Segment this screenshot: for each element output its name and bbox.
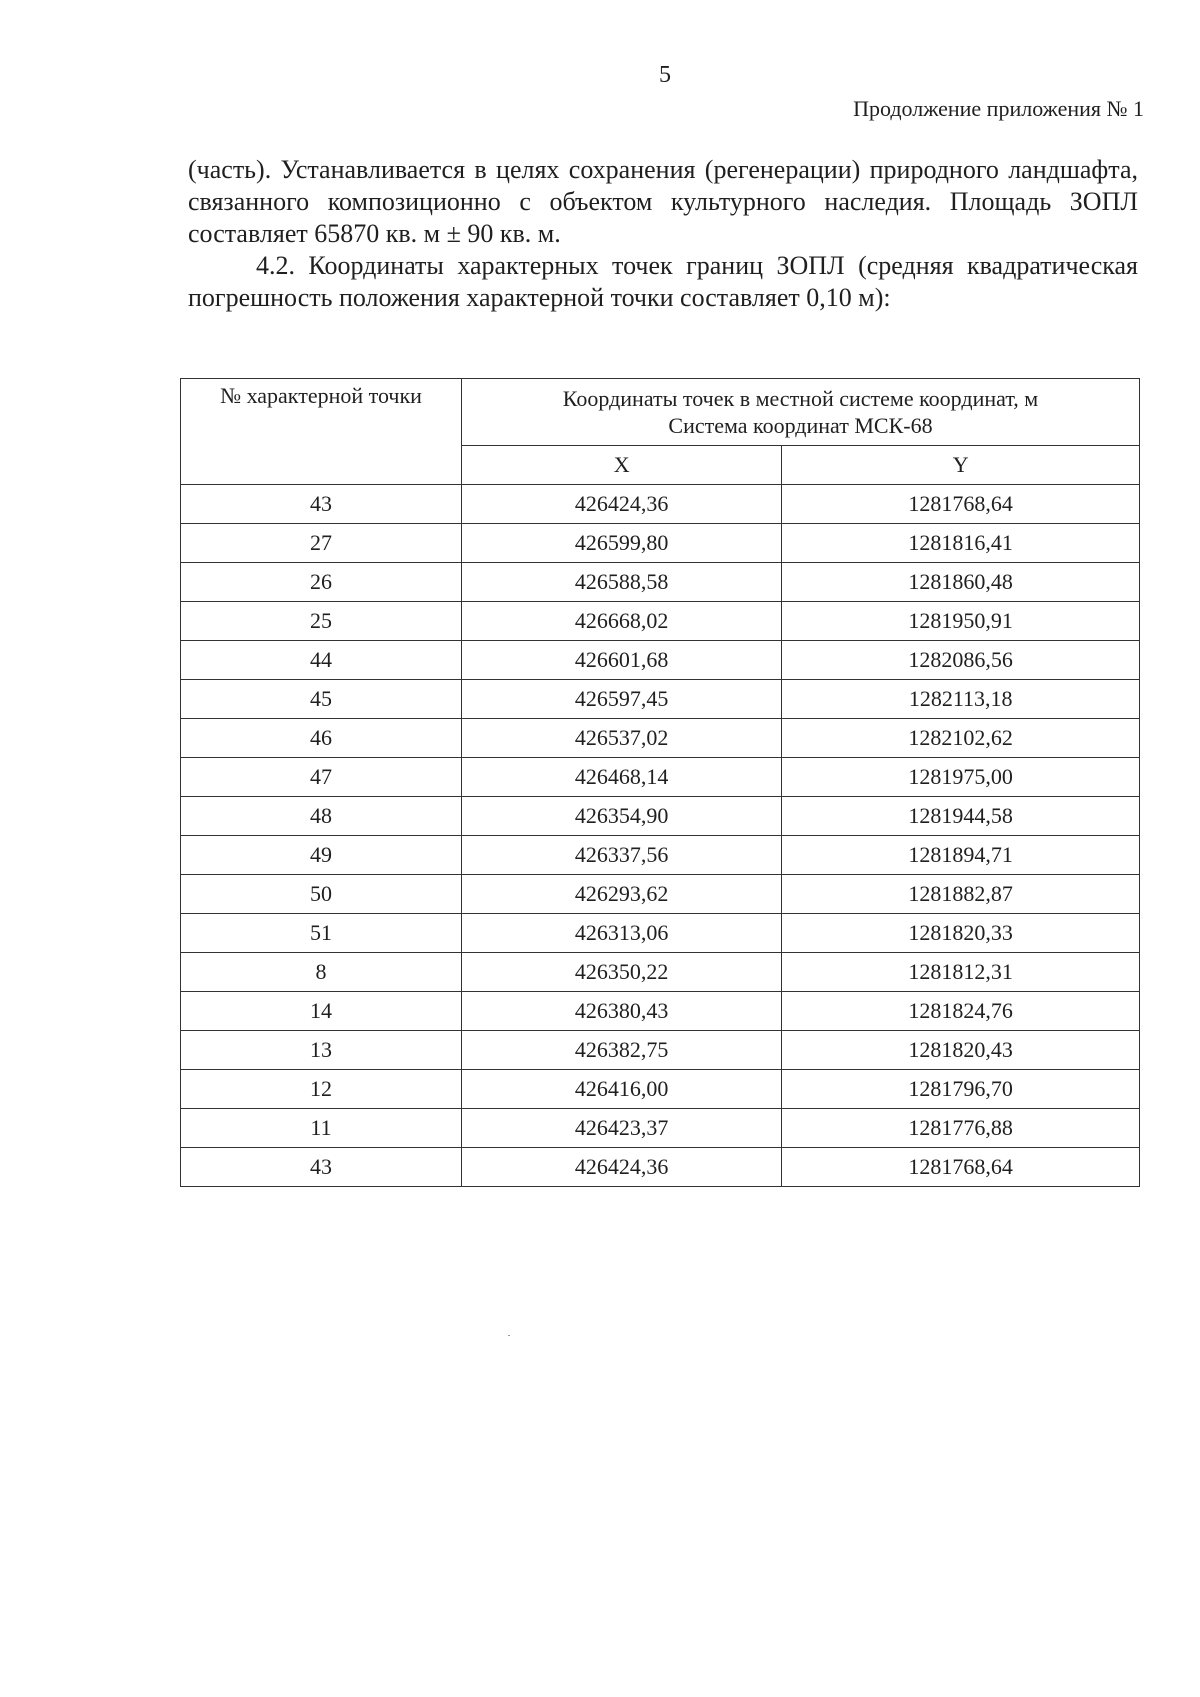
cell-point: 25 (181, 602, 462, 641)
paragraph-zone-description: (часть). Устанавливается в целях сохранения (регенерации) природного ландшафта, связанного композиционно с объектом культурного наследия. Площадь ЗОПЛ составляет 65870 кв. м ± 90 кв. м. (188, 155, 1138, 248)
table-body (181, 485, 1140, 1187)
cell-x: 426293,62 (462, 875, 782, 914)
table-row (181, 1031, 1140, 1070)
table-row (181, 602, 1140, 641)
cell-x: 426668,02 (462, 602, 782, 641)
cell-point: 44 (181, 641, 462, 680)
cell-x: 426588,58 (462, 563, 782, 602)
scan-speck (508, 1335, 510, 1336)
cell-point: 11 (181, 1109, 462, 1148)
header-coordinates-line1: Координаты точек в местной системе координат, м (562, 386, 1039, 411)
cell-point: 13 (181, 1031, 462, 1070)
cell-y: 1281882,87 (782, 875, 1140, 914)
table-row (181, 1109, 1140, 1148)
header-x: X (462, 446, 782, 485)
cell-x: 426537,02 (462, 719, 782, 758)
cell-point: 43 (181, 485, 462, 524)
table-row (181, 836, 1140, 875)
cell-x: 426423,37 (462, 1109, 782, 1148)
cell-point: 8 (181, 953, 462, 992)
cell-x: 426337,56 (462, 836, 782, 875)
cell-y: 1281812,31 (782, 953, 1140, 992)
cell-point: 45 (181, 680, 462, 719)
cell-x: 426468,14 (462, 758, 782, 797)
cell-y: 1282086,56 (782, 641, 1140, 680)
header-point-number: № характерной точки (181, 379, 462, 485)
cell-x: 426424,36 (462, 1148, 782, 1187)
cell-x: 426597,45 (462, 680, 782, 719)
cell-x: 426416,00 (462, 1070, 782, 1109)
table-row (181, 641, 1140, 680)
table-row (181, 875, 1140, 914)
table-row (181, 563, 1140, 602)
cell-y: 1281820,43 (782, 1031, 1140, 1070)
header-y: Y (782, 446, 1140, 485)
paragraph-coordinates-intro (188, 250, 1138, 314)
cell-point: 43 (181, 1148, 462, 1187)
table-row (181, 485, 1140, 524)
cell-x: 426350,22 (462, 953, 782, 992)
table-row (181, 1070, 1140, 1109)
cell-x: 426354,90 (462, 797, 782, 836)
cell-y: 1281860,48 (782, 563, 1140, 602)
cell-x: 426601,68 (462, 641, 782, 680)
table-row (181, 953, 1140, 992)
header-coordinates (462, 379, 1140, 446)
table-row (181, 797, 1140, 836)
cell-x: 426380,43 (462, 992, 782, 1031)
cell-point: 47 (181, 758, 462, 797)
cell-point: 48 (181, 797, 462, 836)
cell-point: 26 (181, 563, 462, 602)
cell-point: 46 (181, 719, 462, 758)
table-row (181, 719, 1140, 758)
table-row (181, 914, 1140, 953)
header-coordinates-line2: Система координат МСК-68 (668, 413, 933, 438)
table-row (181, 1148, 1140, 1187)
cell-point: 51 (181, 914, 462, 953)
cell-x: 426313,06 (462, 914, 782, 953)
cell-point: 12 (181, 1070, 462, 1109)
cell-y: 1281768,64 (782, 1148, 1140, 1187)
cell-point: 14 (181, 992, 462, 1031)
cell-y: 1282113,18 (782, 680, 1140, 719)
paragraph-coordinates-intro-text: 4.2. Координаты характерных точек границ ЗОПЛ (средняя квадратическая погрешность положения характерной точки составляет 0,10 м): (188, 251, 1138, 312)
cell-x: 426424,36 (462, 485, 782, 524)
coordinates-table (180, 378, 1140, 1187)
cell-point: 27 (181, 524, 462, 563)
cell-y: 1282102,62 (782, 719, 1140, 758)
cell-point: 49 (181, 836, 462, 875)
continuation-label: Продолжение приложения № 1 (853, 96, 1144, 121)
cell-x: 426599,80 (462, 524, 782, 563)
table-row (181, 680, 1140, 719)
cell-y: 1281944,58 (782, 797, 1140, 836)
table-row (181, 992, 1140, 1031)
cell-y: 1281776,88 (782, 1109, 1140, 1148)
cell-x: 426382,75 (462, 1031, 782, 1070)
cell-y: 1281950,91 (782, 602, 1140, 641)
cell-y: 1281975,00 (782, 758, 1140, 797)
table-row (181, 524, 1140, 563)
cell-y: 1281824,76 (782, 992, 1140, 1031)
cell-y: 1281820,33 (782, 914, 1140, 953)
cell-y: 1281816,41 (782, 524, 1140, 563)
cell-y: 1281796,70 (782, 1070, 1140, 1109)
cell-point: 50 (181, 875, 462, 914)
cell-y: 1281768,64 (782, 485, 1140, 524)
table-row (181, 758, 1140, 797)
page-number: 5 (659, 62, 671, 88)
cell-y: 1281894,71 (782, 836, 1140, 875)
